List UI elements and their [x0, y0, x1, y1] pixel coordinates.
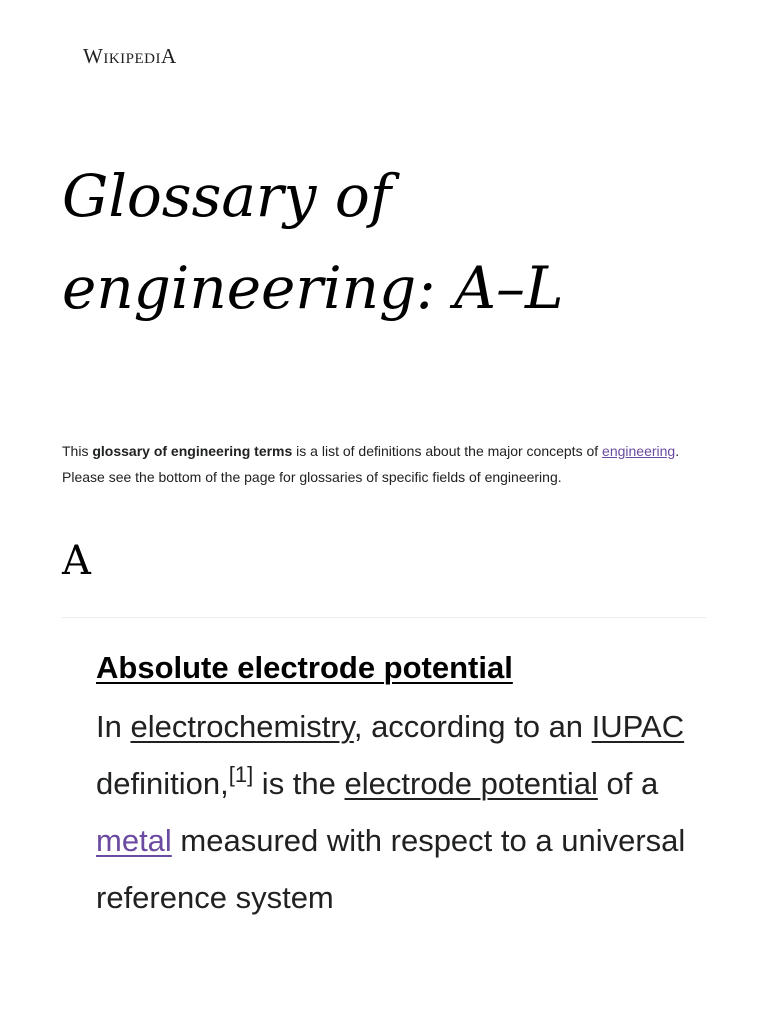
def-text-5: of a	[597, 766, 659, 801]
glossary-term	[96, 646, 716, 690]
wordmark-middle: IKIPEDI	[103, 51, 161, 67]
intro-mid: is a list of definitions about the major concepts of	[292, 443, 603, 459]
iupac-link[interactable]: IUPAC	[591, 709, 685, 744]
electrochemistry-link[interactable]: electrochemistry	[130, 709, 354, 744]
glossary-definition	[96, 698, 716, 926]
intro-tail: . Please see the bottom of the page for glossaries of specific fields of engineering.	[62, 443, 680, 485]
absolute-electrode-potential-link[interactable]: Absolute electrode potential	[96, 650, 513, 685]
def-text-4: is the	[253, 766, 345, 801]
intro-bold-term: glossary of engineering terms	[92, 443, 293, 459]
metal-link[interactable]: metal	[96, 823, 172, 858]
reference-1-link[interactable]: [1]	[228, 762, 254, 787]
def-text-6: measured with respect to a universal reference system	[96, 823, 686, 915]
intro-paragraph	[62, 438, 712, 490]
def-text-2: , according to an	[353, 709, 592, 744]
def-text-1: In	[96, 709, 131, 744]
def-text-3: definition,	[96, 766, 229, 801]
reference-sup	[229, 762, 253, 787]
engineering-link[interactable]: engineering	[602, 443, 676, 459]
electrode-potential-link[interactable]: electrode potential	[344, 766, 598, 801]
intro-lead: This	[62, 443, 93, 459]
section-heading-a: A	[62, 538, 91, 584]
page-title: Glossary of engineering: A–L	[62, 162, 564, 322]
section-divider	[62, 617, 706, 618]
wordmark-first-letter: W	[83, 44, 104, 68]
wordmark-last-letter: A	[160, 44, 177, 68]
wikipedia-wordmark-link[interactable]	[83, 42, 177, 73]
